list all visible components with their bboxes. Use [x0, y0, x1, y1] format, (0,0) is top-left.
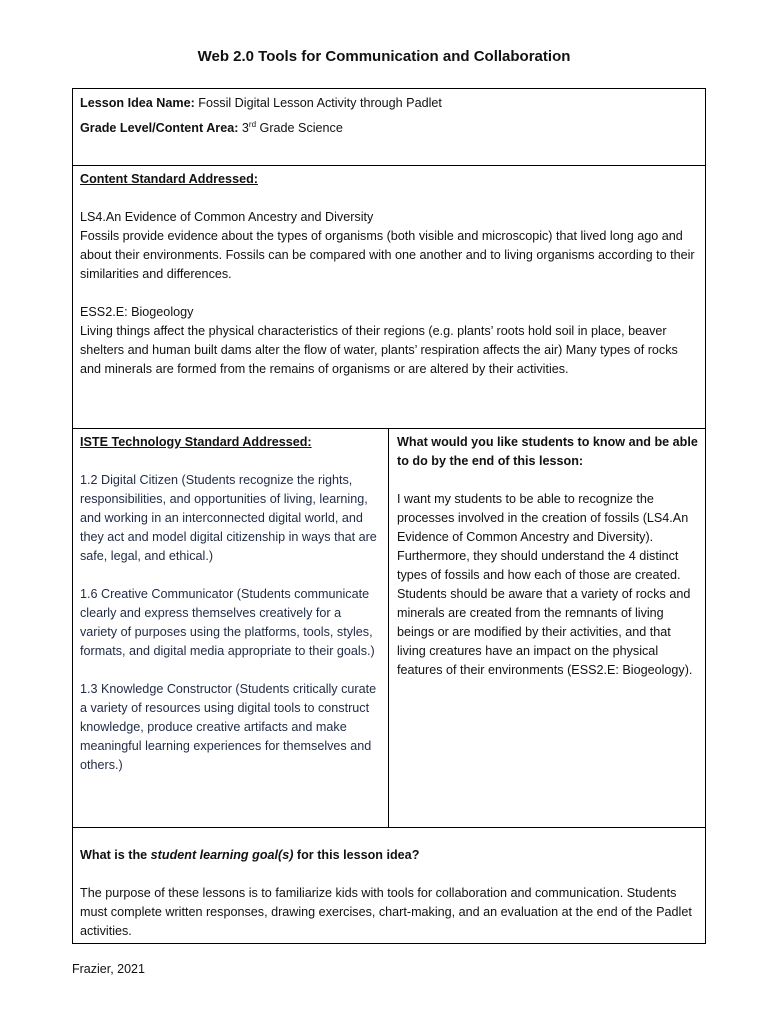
iste-item-knowledge-constructor: 1.3 Knowledge Constructor (Students critically curate a variety of resources using digital tools to construct knowledge, produce creative artifacts and make meaningful learning experiences for themselves and others.): [80, 682, 377, 772]
grade-ordinal: rd: [248, 119, 257, 129]
iste-item-creative-communicator: 1.6 Creative Communicator (Students communicate clearly and express themselves creatively for a variety of purposes using the platforms, tools, styles, formats, and digital media appropriate to their goals.): [80, 587, 375, 658]
iste-cell: [73, 429, 389, 827]
objectives-cell: [390, 429, 705, 684]
iste-heading: ISTE Technology Standard Addressed:: [80, 435, 312, 449]
objectives-text: I want my students to be able to recognize the processes involved in the creation of fossils (LS4.An Evidence of Common Ancestry and Diversity). Furthermore, they should understand the 4 distinct types of fossils and how each of those are created. Students should be aware that a variety of rocks and minerals are created from the remnants of living beings or are modified by their activities, and that living creatures have an impact on the physical features of their environments (ESS2.E: Biogeology).: [397, 492, 693, 677]
goal-q-suffix: for this lesson idea?: [293, 848, 420, 862]
iste-item-digital-citizen: 1.2 Digital Citizen (Students recognize the rights, responsibilities, and opportunities of living, learning, and working in an interconnected digital world, and they act and model digital citizenship in ways that are safe, legal, and ethical.): [80, 473, 377, 563]
grade-label: Grade Level/Content Area:: [80, 121, 239, 135]
lesson-table: [72, 88, 706, 944]
standard-ess2-text: Living things affect the physical characteristics of their regions (e.g. plants’ roots hold soil in place, beaver shelters and human built dams alter the flow of water, plants’ respiration affects the air) Many types of rocks and minerals are formed from the remains of organisms or are altered by their activities.: [80, 324, 678, 376]
lesson-name-label: Lesson Idea Name:: [80, 96, 195, 110]
learning-goal-cell: [73, 828, 705, 945]
learning-goal-question: [80, 846, 698, 865]
standards-objectives-row: [73, 429, 705, 828]
grade-value: Grade Science: [256, 121, 343, 135]
grade-number: 3: [241, 121, 249, 135]
standard-ls4-title: LS4.An Evidence of Common Ancestry and Diversity: [80, 210, 374, 224]
lesson-name-value: Fossil Digital Lesson Activity through Padlet: [198, 96, 442, 110]
content-standard-cell: [73, 166, 705, 383]
standard-ess2-title: ESS2.E: Biogeology: [80, 305, 194, 319]
lesson-info-cell: [73, 89, 705, 142]
lesson-info-row: [73, 89, 705, 166]
content-standard-heading: Content Standard Addressed:: [80, 172, 258, 186]
content-standard-row: [73, 166, 705, 429]
goal-q-emphasis: student learning goal(s): [150, 848, 294, 862]
footer-citation: Frazier, 2021: [72, 962, 145, 976]
goal-q-prefix: What is the: [80, 848, 151, 862]
standard-ls4-text: Fossils provide evidence about the types of organisms (both visible and microscopic) that lived long ago and about their environments. Fossils can be compared with one another and to living organisms according to their similarities and differences.: [80, 229, 695, 281]
page-title: Web 2.0 Tools for Communication and Collaboration: [197, 48, 571, 65]
objectives-heading: What would you like students to know and be able to do by the end of this lesson:: [397, 435, 698, 468]
learning-goal-row: [73, 828, 705, 943]
learning-goal-text: The purpose of these lessons is to familiarize kids with tools for collaboration and communication. Students must complete written responses, drawing exercises, chart-making, and an evaluation at the end of the Padlet activities.: [80, 886, 692, 938]
